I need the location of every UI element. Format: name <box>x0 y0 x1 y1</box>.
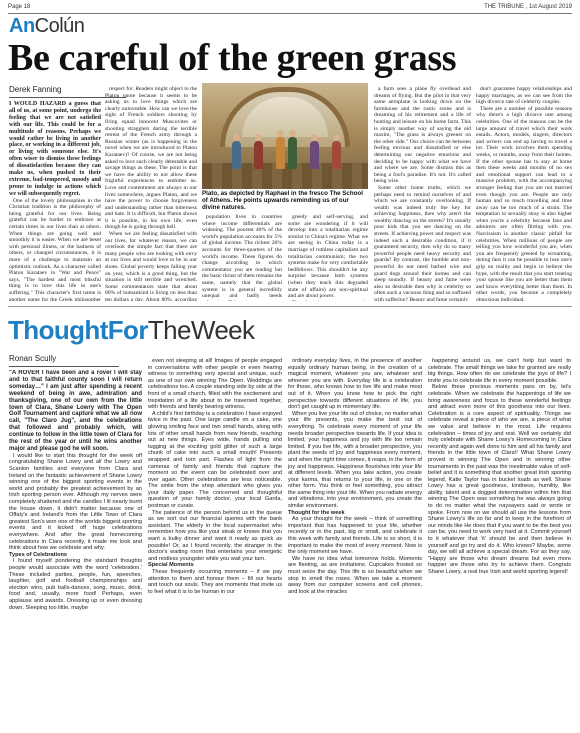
feature-column-2 <box>105 86 197 301</box>
paragraph: The patience of the person behind us in the queue as we sort out our financial queries with the bank assistant. The elderly in the local supermarket who remember how you like your steak or knows that you want a bulky dinner and want it ready as quick as possible! Or, as I found recently, the stranger in the doctor's waiting room that entertains your energetic and restless youngster while you wait your turn. <box>148 509 282 562</box>
dateline: THE TRIBUNE , 1st August 2019 <box>484 4 572 10</box>
subheading: Types of Celebrations <box>9 551 68 558</box>
byline: Derek Fanning <box>9 85 62 94</box>
section-title-part-c: TheWeek <box>147 315 255 345</box>
fresco-figure <box>254 141 263 169</box>
paragraph: "A ROVER I have been and a rover I will stay and to that faithful county soon I will return someday…" I am just after spending a recent weekend of being in awe, admiration and thanksgiving, one of our own from the little town of Clara, Shane Lowry with The Open Golf Tournament and capture what we all now call, "The Claro Jug", and the celebrations that followed and probably which, will continue to follow in the little town of Clara for the rest of the year or until he wins another major and please god he will soon. <box>9 370 142 452</box>
headline: Be careful of the green grass <box>8 37 457 79</box>
kicker-part-b: Colún <box>34 15 85 37</box>
thought-column-1 <box>9 370 142 728</box>
paragraph: When we are feeling dissatisfied with our lives, for whatever reason, we can overlook the simple fact that there are many people who are looking with envy at our lives and would love to be in our shoes. Global poverty keeps falling year on year, which is a good thing, but the situation is still terrible and wretched. Some commentators state that about 80% of humankind is living on less than ten dollars a day. About 80%, according <box>105 231 197 301</box>
paragraph: a farm sees a plane fly overhead and dreams of flying. But the pilot in that very same aeroplane is looking down on the farmhouse and the rustic scene and is dreaming of his retirement and a life of hunting and leisure on his home farm. This is simply another way of saying the old maxim, "The grass is always greener on the other side." Our choice can be between feeling envious and dissatisfied or else determining our negative emotions and deciding to be happy with what we have and where we are. Some dismiss this as being a fool's paradise. It's not. It's called being wise. <box>374 86 471 185</box>
paragraph: I would like to start this thought for the week off congratulating Shane Lowry and all the Lowry and Scanlon families and everyone from Clara and Ireland on the fantastic achievement of Shane Lowry winning one of the biggest sporting events in the world and probably the greatest achievement by an Irish sporting person ever. Although my nerves were completely shattered and the candles I lit nearly burnt the house down, it didn't matter because one of Offaly's and Ireland's from the Little Town of Clara greatest Son's won one of the worlds biggest sporting events and it kicked off huge celebrations everywhere. And after the great homecoming celebrations in Clara recently, it made me look and think about how we celebrate and why. <box>9 452 142 552</box>
fresco-figure <box>232 141 241 169</box>
kicker-part-a: An <box>9 15 35 37</box>
thought-column-2 <box>148 358 282 728</box>
fresco-figure <box>310 141 319 169</box>
subheading: Special Moments <box>148 562 194 569</box>
paragraph: When you live your life out of choice, no matter what your life presents, you make the best out of everything. To celebrate every moment of your life needs broader perspective towards life. If your idea is limited, your happiness and joy with life too remain limited. If you live life, with a broader perspective, you plant the seeds of joy and happiness every moment, and when the right time comes, it reaps, in the form of joy and happiness. Happiness flourishes into your life at different levels. When you take action, you create your karma, that returns to your life, in one or the other form. You think or feel something, you attract the same thing into your life. When you radiate energy and vibrations, into your environment, you create the similar environment. <box>288 410 422 510</box>
paragraph: We have no idea what tomorrow holds. Moments are fleeting, as are invitations. Cupcakes frosted so must seize the day. This life is so beautiful when we stop to smell the roses. When we take a moment away from our computer screens and cell phones, and look at the miracles <box>288 555 422 595</box>
paragraph: don't guarantee happy relationships and happy marriages, as we can see from the high divorce rate of celebrity couples. <box>476 86 572 106</box>
paragraph: Below these precious moments pass on by, let's celebrate. When we celebrate the happenings of life we bring awareness and focus to these wonderful feelings and attract even more of this goodness into our lives. Celebration is a core aspect of spirituality. Things we celebrate reveal a piece of who we are, a piece of what we value and believe in the most. Life requires celebration – times of joy and rest. Well we certainly did truly celebrate with Shane Lowry's Homecoming in Clara recently and again well done to him and all his family and friends in the little town of Clara!! What Shane Lowry proved in winning The Open and in winning other tournaments in the past was the inestimable value of self-belief and it is something that another great Irish sporting legend, Katie Taylor has in bucket loads as well. Shane Lowry has a great goodness, kindness, humility, like ability, talent and a dogged determination within him that winning The Open was something he was always going to do no matter what the naysayers said or wrote or spoke. From now on we should all use the lessons from Shane Lowry's life so far and to keep in the forefront of our minds like He does that if you want to be the best you can be, you need to work very hard at it. Commit yourself to it whatever that 'it' should be and then believe in yourself and go try and do it. Who knows? Maybe, some day, we will all achieve a special dream. For as they say, "Happy are those who dream dreams but even more happier are those who try to achieve them. Congrats Shane Lowry, a real true Irish and world sporting legend! <box>428 384 571 575</box>
feature-column-5 <box>374 86 471 301</box>
section-title-part-b: For <box>107 315 148 345</box>
paragraph: Some other home truths, which we perhaps need to remind ourselves of and which we are constantly overlooking. If wealth was indeed truly the key for achieving happiness, then why aren't the wealthy dancing on the streets? It's usually poor kids that you see dancing on the streets. If achieving power and respect was indeed such a desirable condition, if it guaranteed security, then why do so many powerful people need heavy security and guards? By contrast, the humble and non-powerful do not need barbed wire and guard dogs around their homes and can sleep soundly. If beauty and fame were also so desirable then why is celebrity so often such a vacuous thing and so suffused with suffering? Beauty and fame certainly <box>374 184 471 301</box>
page-number: Page 18 <box>8 4 31 10</box>
paragraph: I found myself pondering the standard thoughts people would associate with the word 'celebration.' These included parties, people, fun, speeches, laughter, golf and football championships and election wins, pub balls-dances, song, music, drink, food and, usually, more food! Perhaps, even applause and awards. Dressing up or even dressing down. Sleeping too little, maybe <box>9 558 142 611</box>
fresco-figure <box>332 141 341 169</box>
feature-column-6 <box>476 86 572 301</box>
paragraph: happening around us, we can't help but want to celebrate. The small things we take for granted are really big things. How often do we celebrate the joys of life? I invite you to celebrate life in every moment possible. <box>428 358 571 384</box>
thought-column-3 <box>288 358 422 728</box>
paragraph: There are a number of possible reasons why there's a high divorce rate among celebrities. One of the reasons can be the large amount of travel which their work entails. Actors, models, singers, directors and writers can end up having to travel a lot. Their work involves them spending weeks, or months, away from their homes. If the other spouse has to stay at home then these weeks and months of no sex and emotional support can lead to a massive problem, with the accompanying stronger feeling that you are not married even though you are. People are only human and so much travelling and time away can be too much of a strain. The temptation to sexually stray is also higher when you're a celebrity because fans and admirers are often flirting with you. Narcissism is another classic pitfall for celebrities. When millions of people are telling you how wonderful you are, when you are frequently greeted by screaming, doting fans it can be possible to lose one's grip on reality and begin to believe the hype, with the result that you start treating your spouse like you are better than them and know everything better than them. In other words, you become a completely obnoxious individual. <box>476 105 572 301</box>
feature-column-3 <box>202 214 282 301</box>
thought-column-4 <box>428 358 571 728</box>
feature-column-4 <box>288 214 368 301</box>
fresco-figure <box>276 137 285 169</box>
photo-caption: Plato, as depicted by Raphael in the fresco The School of Athens. He points upwards reminding us of our divine natures. <box>202 190 363 211</box>
paragraph: These frequently occurring moments – if we pay attention to them and honour them – fill our hearts and touch our souls. They are moments that invite us to feel what it is to be human in our <box>148 569 282 595</box>
feature-column-1 <box>9 101 101 301</box>
paragraph: population lives in countries where income differentials are widening. The poorest 40% of the world's population accounts for 5% of global income. The richest 20% accounts for three-quarters of the world's income. These figures do change according to which commentator you are reading but the basic thrust of them remains the same, namely that the global system is in general incredibly unequal and badly needs <box>202 214 282 300</box>
byline-2: Ronan Scully <box>9 354 57 363</box>
fresco-floor <box>202 163 368 189</box>
paragraph: As your thought for the week – think of something important that has happened to your life, whether recently or in the past, big or small, and celebrate it this week with family and friends. Life is so short, it is important to make the most of every moment. Now is the only moment we have. <box>288 516 422 556</box>
column-kicker <box>9 15 84 37</box>
plato-fresco-photo <box>202 83 368 189</box>
paragraph: greedy and self-serving, and some are wondering if it will develop into a totalitarian regime similar to China's regime. What we are seeing in China today is a marriage of ruthless capitalism and totalitarian communism; the two systems make for very comfortable bedfellows. This shouldn't be any surprise because both systems (when they teach this degraded state of affairs) are non-spiritual and are about power. <box>288 214 368 300</box>
page-header <box>8 4 572 14</box>
byline-2-rule <box>9 366 119 367</box>
subheading: Thought for the week <box>288 509 345 516</box>
header-rule <box>8 13 572 14</box>
paragraph: I WOULD HAZARD a guess that all of us, at some point, undergo the feeling that we are not satisfied with our life. This could be for a multitude of reasons. Perhaps we would rather be living in another place, or working in a different job, or living with someone else. It's often wiser to dismiss these feelings of dissatisfaction because they can make us, when pushed to their extreme, bad-tempered, moody and prone to indulge in actions which we will subsequently regret. <box>9 101 101 197</box>
paragraph <box>288 300 368 301</box>
section-title <box>8 316 254 344</box>
paragraph: One of the lovely philosophies in the Christian tradition is the philosophy of being grateful for our lives. Being grateful can be harder to embrace at certain times in our lives than at others. When things are going well and smoothly it is easier. When we are beset with personal illness, or the badness of others, or changed circumstances, it is more of a challenge to maintain an optimistic outlook. As a character called Platon Karataev in "War and Peace" says, "The hardest and most blissful thing is to love this life in one's suffering." This character's first name is another name for the Greek philosopher <box>9 197 101 301</box>
paragraph: even not sleeping at all! Images of people engaged in conversations with other people or even hearing witness to something very special and unique, such as one of our own winning The Open. Weddings are celebrations too. A couple standing side by side at the front of a small church, filled with the excitement and trepidation of a life about to be traversed together, with friends and family bearing witness. <box>148 358 282 411</box>
fresco-figure <box>288 137 297 169</box>
paragraph: ordinary everyday lives, in the presence of another equally ordinary human being, in the creation of a magical moment, whatever you are, whatever and whoever you are with. Everyday life is a celebration for those, who knows how to live life and make most out of it. When you know how to pick the right perspective towards different situations of life, you don't get caught up in momentary life. <box>288 358 422 411</box>
section-divider <box>8 306 572 307</box>
section-title-part-a: Thought <box>8 315 108 345</box>
paragraph: respect for. Readers might object to the Platon quote because it seems to be asking us to love things which are clearly unloveable. How can we love the sight of French soldiers shooting by firing squad innocent Muscovites or shooting stragglers during the terrible retreat of the French army through a Russian winter (as is happening in the novel when we are introduced to Platon Karataev)? Of course, we are not being asked to love such clearly detestable and savage things as these. The point is that we have the ability to not allow these frightful experiences to embitter us. Love and contentment are always in our lives somewhere, argues Platon, and we have the power to choose forgiveness and understanding rather than bitterness and hate. It is difficult, but Platon shows it is possible, in his own life, even though he is going through hell. <box>105 86 197 231</box>
paragraph: A child's first birthday is a celebration I have enjoyed twice in the past. One large candle on a cake, one glowing smiling face and two small hands, along with lots of other small hands from new friends, reaching out at new things. Eyes wide, hands pulling and tugging at the exciting gold glitter of such a large chunk of cake into such a small mouth! Presents wrapped and torn part. Flashes of light from the cameras of family and friends that capture the moment so the event can be celebrated over and over again. Other celebrations are less noticeable. The smile from the shop attendant who gives you your daily paper. The concerned and thoughtful question of your family doctor, your local Garda, postman or curate. <box>148 410 282 510</box>
